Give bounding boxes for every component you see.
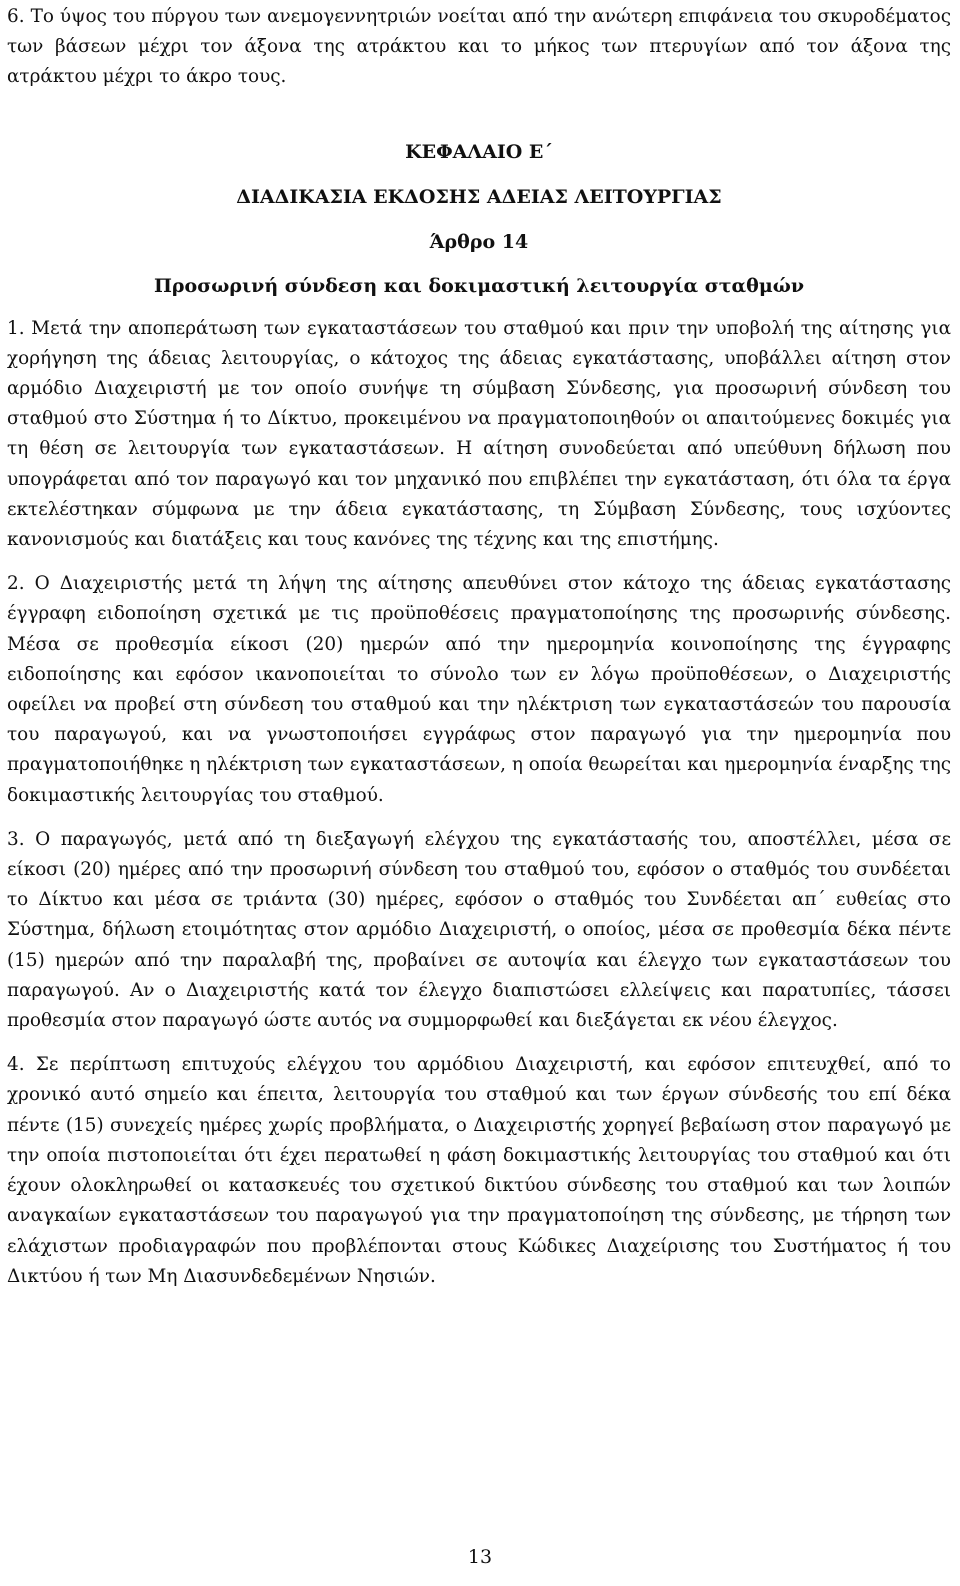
article-paragraph-3: 3. Ο παραγωγός, μετά από τη διεξαγωγή ελέγχου της εγκατάστασής του, αποστέλλει, μέσα σε είκοσι (20) ημέρες από την προσωρινή σύνδεση του σταθμού του, εφόσον ο σταθμός του συνδέεται το Δίκτυο και μέσα σε τριάντα (30) ημέρες, εφόσον ο σταθμός του Συνδέεται απ΄ ευθείας στο Σύστημα, δήλωση ετοιμότητας στον αρμόδιο Διαχειριστή, ο οποίος, μέσα σε προθεσμία δέκα πέντε (15) ημερών από την παραλαβή της, προβαίνει σε αυτοψία και έλεγχο των εγκαταστάσεων του παραγωγού. Αν ο Διαχειριστής κατά τον έλεγχο διαπιστώσει ελλείψεις και παρατυπίες, τάσσει προθεσμία στον παραγωγό ώστε αυτός να συμμορφωθεί και διεξάγεται εκ νέου έλεγχος. [7, 828, 951, 1032]
chapter-subtitle: ΔΙΑΔΙΚΑΣΙΑ ΕΚΔΟΣΗΣ ΑΔΕΙΑΣ ΛΕΙΤΟΥΡΓΙΑΣ [236, 185, 722, 208]
chapter-title: ΚΕΦΑΛΑΙΟ Ε΄ [405, 140, 553, 163]
article-paragraph-1: 1. Μετά την αποπεράτωση των εγκαταστάσεων του σταθμού και πριν την υποβολή της αίτησης για χορήγηση της άδειας λειτουργίας, ο κάτοχος της άδειας εγκατάστασης, υποβάλλει αίτηση στον αρμόδιο Διαχειριστή με τον οποίο συνήψε τη σύμβαση Σύνδεσης, για προσωρινή σύνδεση του σταθμού στο Σύστημα ή το Δίκτυο, προκειμένου να πραγματοποιηθούν οι απαιτούμενες δοκιμές για τη θέση σε λειτουργία των εγκαταστάσεων. Η αίτηση συνοδεύεται από υπεύθυνη δήλωση που υπογράφεται από τον παραγωγό και τον μηχανικό που επιβλέπει την εγκατάσταση, ότι όλα τα έργα εκτελέστηκαν σύμφωνα με την άδεια εγκατάστασης, τη Σύμβαση Σύνδεσης, τους ισχύοντες κανονισμούς και διατάξεις και τους κανόνες της τέχνης και της επιστήμης. [7, 317, 951, 551]
document-page [7, 2, 951, 1292]
article-number: Άρθρο 14 [429, 230, 529, 253]
article-paragraph-4: 4. Σε περίπτωση επιτυχούς ελέγχου του αρμόδιου Διαχειριστή, και εφόσον επιτευχθεί, από το χρονικό αυτό σημείο και έπειτα, λειτουργία του σταθμού και των έργων σύνδεσής του επί δέκα πέντε (15) συνεχείς ημέρες χωρίς προβλήματα, ο Διαχειριστής χορηγεί βεβαίωση στον παραγωγό με την οποία πιστοποιείται ότι έχει περατωθεί η φάση δοκιμαστικής λειτουργίας του σταθμού και ότι έχουν ολοκληρωθεί οι κατασκευές του σχετικού δικτύου σύνδεσης του σταθμού και των λοιπών αναγκαίων εγκαταστάσεων του παραγωγού για την πραγματοποίηση της σύνδεσης, με τήρηση των ελάχιστων προδιαγραφών που προβλέπονται στους Κώδικες Διαχείρισης του Συστήματος ή του Δικτύου ή των Μη Διασυνδεδεμένων Νησιών. [7, 1054, 951, 1287]
intro-paragraph: 6. Το ύψος του πύργου των ανεμογεννητριών νοείται από την ανώτερη επιφάνεια του σκυροδέματος των βάσεων μέχρι τον άξονα της ατράκτου και το μήκος των πτερυγίων από τον άξονα της ατράκτου μέχρι το άκρο τους. [7, 6, 951, 88]
page-number: 13 [467, 1546, 493, 1568]
chapter-headings [7, 137, 951, 301]
article-title: Προσωρινή σύνδεση και δοκιμαστική λειτουργία σταθμών [153, 274, 805, 297]
article-paragraph-2: 2. Ο Διαχειριστής μετά τη λήψη της αίτησης απευθύνει στον κάτοχο της άδειας εγκατάστασης έγγραφη ειδοποίηση σχετικά με τις προϋποθέσεις πραγματοποίησης της προσωρινής σύνδεσης. Μέσα σε προθεσμία είκοσι (20) ημερών από την ημερομηνία κοινοποίησης της έγγραφης ειδοποίησης και εφόσον ικανοποιείται το σύνολο των εν λόγω προϋποθέσεων, ο Διαχειριστής οφείλει να προβεί στη σύνδεση του σταθμού και την ηλέκτριση των εγκαταστάσεών του παρουσία του παραγωγού, και να γνωστοποιήσει εγγράφως στον παραγωγό για την ημερομηνία που πραγματοποιήθηκε η ηλέκτριση των εγκαταστάσεων, η οποία θεωρείται και ημερομηνία έναρξης της δοκιμαστικής λειτουργίας του σταθμού. [7, 573, 951, 806]
